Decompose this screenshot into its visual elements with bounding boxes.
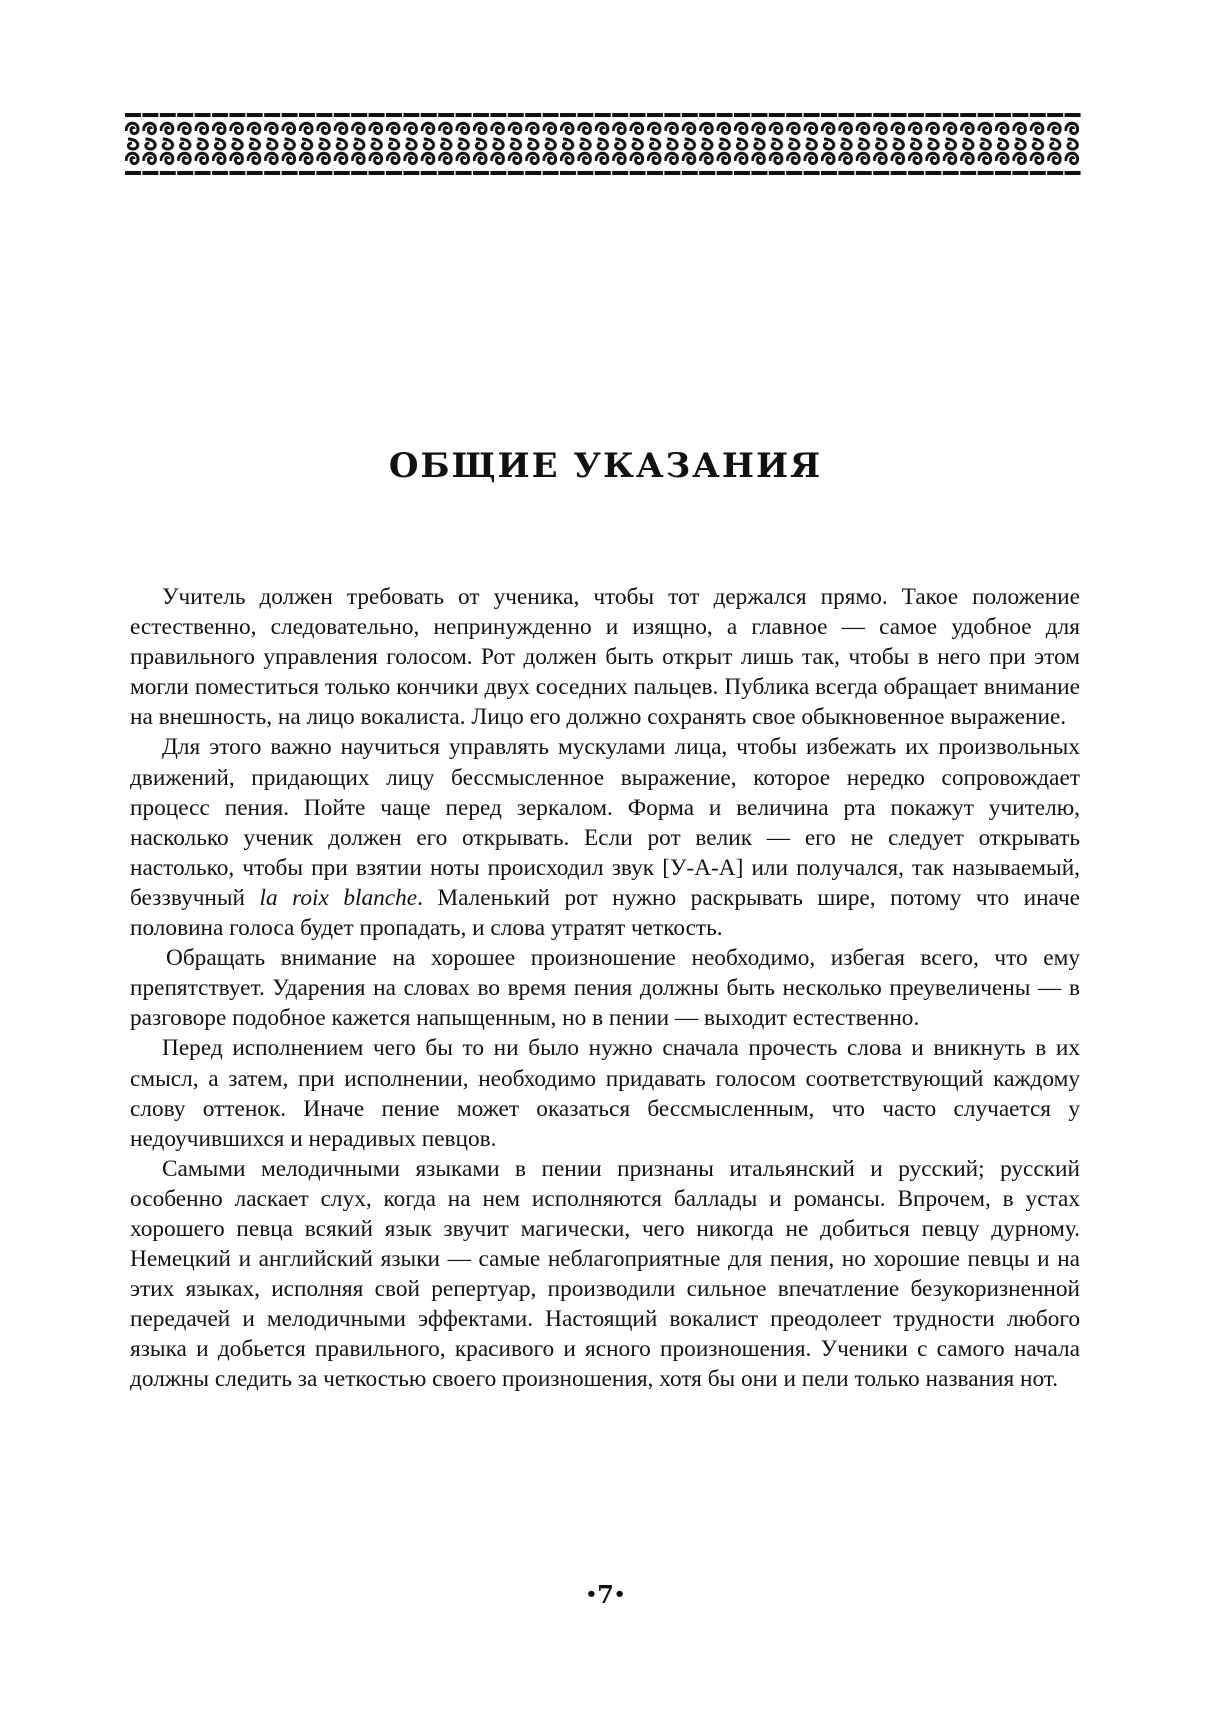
paragraph <box>130 732 1080 943</box>
dot-icon: • <box>613 1584 626 1605</box>
body-text <box>130 582 1080 1395</box>
meander-wave-border-icon <box>125 113 1082 177</box>
paragraph: Обращать внимание на хорошее произношение необходимо, избегая всего, что ему препятствует. Ударения на словах во время пения должны быть несколько преувеличены — в разговоре подобное кажется напыщенным, но в пении — выходит естественно. <box>130 945 1080 1032</box>
paragraph-text: Для этого важно научиться управлять мускулами лица, чтобы избежать их произвольных движений, придающих лицу бессмысленное выражение, которое нередко сопровождает процесс пения. Пойте чаще перед зеркалом. Форма и величина рта покажут учителю, насколько ученик должен его открывать. Если рот велик — его не следует открывать настолько, чтобы при взятии ноты происходил звук [У-А-А] или получался, так называемый, беззвучный <box>130 734 1080 911</box>
italic-phrase: la roix blanche <box>259 884 418 911</box>
page-number-value: 7 <box>597 1580 614 1609</box>
paragraph: Учитель должен требовать от ученика, чтобы тот держался прямо. Такое положение естественно, следовательно, непринужденно и изящно, а главное — самое удобное для правильного управления голосом. Рот должен быть открыт лишь так, чтобы в него при этом могли поместиться только кончики двух соседних пальцев. Публика всегда обращает внимание на внешность, на лицо вокалиста. Лицо его должно сохранять свое обыкновенное выражение. <box>130 584 1080 731</box>
dot-icon: • <box>585 1584 598 1605</box>
page-number <box>0 1580 1211 1609</box>
paragraph: Перед исполнением чего бы то ни было нужно сначала прочесть слова и вникнуть в их смысл, а затем, при исполнении, необходимо придавать голосом соответствующий каждому слову оттенок. Иначе пение может оказаться бессмысленным, что часто случается у недоучившихся и нерадивых певцов. <box>130 1035 1080 1152</box>
paragraph: Самыми мелодичными языками в пении признаны итальянский и русский; русский особенно ласкает слух, когда на нем исполняются баллады и романсы. Впрочем, в устах хорошего певца всякий язык звучит магически, чего никогда не добиться певцу дурному. Немецкий и английский языки — самые неблагоприятные для пения, но хорошие певцы и на этих языках, исполняя свой репертуар, производили сильное впечатление безукоризненной передачей и мелодичными эффектами. Настоящий вокалист преодолеет трудности любого языка и добьется правильного, красивого и ясного произношения. Ученики с самого начала должны следить за четкостью своего произношения, хотя бы они и пели только названия нот. <box>130 1155 1080 1393</box>
page-title: ОБЩИЕ УКАЗАНИЯ <box>388 446 823 486</box>
paragraph-text: . Маленький рот нужно раскрывать шире, потому что иначе половина голоса будет пропадать, и слова утратят четкость. <box>130 884 1080 942</box>
